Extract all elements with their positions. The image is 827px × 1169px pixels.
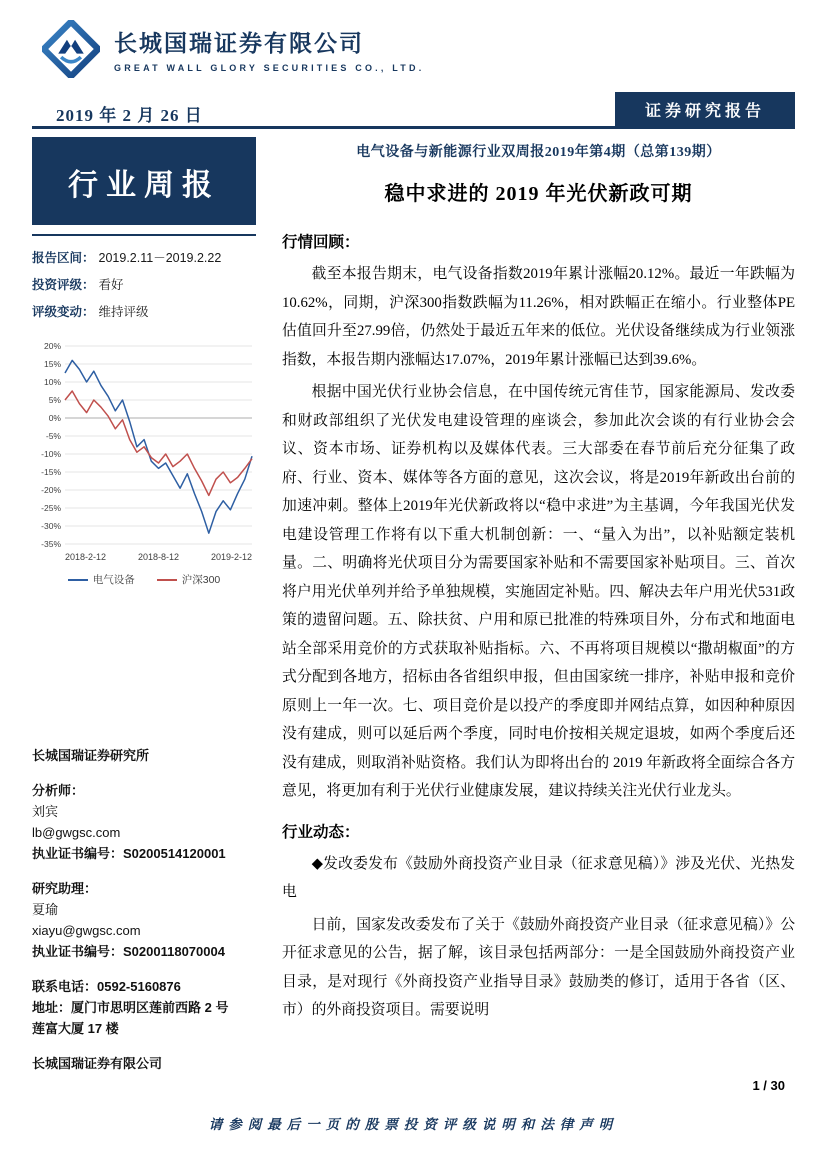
rating-change-label: 评级变动： [32, 305, 95, 319]
svg-text:-10%: -10% [41, 448, 61, 459]
company-name-footer: 长城国瑞证券有限公司 [32, 1056, 163, 1071]
assistant-cert: 执业证书编号：S0200118070004 [32, 944, 225, 959]
company-names [114, 25, 424, 73]
analyst-email: lb@gwgsc.com [32, 825, 121, 840]
legend-swatch [157, 579, 177, 581]
investment-rating-label: 投资评级： [32, 278, 95, 292]
contact-phone: 联系电话：0592-5160876 [32, 979, 181, 994]
report-period-field [32, 248, 256, 266]
weekly-report-banner: 行业周报 [32, 137, 256, 225]
company-logo-icon [42, 20, 100, 78]
contact-address-line2: 莲富大厦 17 楼 [32, 1021, 119, 1036]
rating-change-value: 维持评级 [98, 305, 149, 319]
analyst-cert: 执业证书编号：S0200514120001 [32, 846, 226, 861]
industry-news-paragraph: 日前，国家发改委发布了关于《鼓励外商投资产业目录（征求意见稿）》公开征求意见的公告，据了解，该目录包括两部分：一是全国鼓励外商投资产业目录，是对现行《外商投资产业指导目录》鼓励类的修订，适用于各省（区、市）的外商投资项目。需要说明 [282, 916, 795, 1018]
section-heading-industry-news: 行业动态： [282, 823, 360, 841]
analyst-name: 刘宾 [32, 804, 59, 819]
legend-item-沪深300 [157, 572, 221, 587]
industry-news-bullet: ◆发改委发布《鼓励外商投资产业目录（征求意见稿）》涉及光伏、光热发电 [282, 855, 795, 900]
legend-item-电气设备 [68, 572, 135, 587]
report-title: 稳中求进的 2019 年光伏新政可期 [384, 183, 693, 205]
institute-name: 长城国瑞证券研究所 [32, 748, 150, 763]
company-name-en: GREAT WALL GLORY SECURITIES CO., LTD. [114, 63, 425, 73]
sidebar-divider [32, 234, 256, 236]
svg-text:2018-2-12: 2018-2-12 [65, 552, 107, 562]
analyst-label: 分析师： [32, 783, 85, 798]
svg-text:-5%: -5% [45, 430, 61, 441]
svg-text:2018-8-12: 2018-8-12 [137, 552, 180, 562]
svg-text:-20%: -20% [41, 484, 61, 495]
svg-text:-15%: -15% [41, 466, 61, 477]
assistant-name: 夏瑜 [32, 902, 59, 917]
sidebar [32, 137, 256, 1088]
investment-rating-field [32, 275, 256, 293]
svg-text:-35%: -35% [41, 538, 61, 549]
svg-text:-30%: -30% [41, 520, 61, 531]
chart-legend [32, 572, 256, 587]
assistant-label: 研究助理： [32, 881, 98, 896]
report-type-badge: 证券研究报告 [615, 92, 795, 126]
brand-header [0, 0, 827, 86]
legend-label: 沪深300 [181, 574, 221, 586]
report-period-label: 报告区间： [32, 251, 95, 265]
footer-disclaimer: 请参阅最后一页的股票投资评级说明和法律声明 [208, 1117, 619, 1132]
page-number: 1 / 30 [752, 1078, 785, 1093]
company-name-cn: 长城国瑞证券有限公司 [114, 30, 364, 56]
svg-text:20%: 20% [43, 340, 61, 351]
report-date: 2019 年 2 月 26 日 [56, 106, 203, 125]
investment-rating-value: 看好 [98, 278, 124, 292]
legend-label: 电气设备 [92, 574, 135, 586]
performance-chart [32, 338, 256, 587]
contact-address-line1: 地址：厦门市思明区莲前西路 2 号 [32, 1000, 229, 1015]
svg-text:0%: 0% [48, 412, 61, 423]
line-chart [32, 338, 256, 566]
assistant-email: xiayu@gwgsc.com [32, 923, 141, 938]
svg-text:5%: 5% [48, 394, 61, 405]
rating-change-field [32, 302, 256, 320]
legend-swatch [68, 579, 88, 581]
svg-text:10%: 10% [43, 376, 61, 387]
svg-text:2019-2-12: 2019-2-12 [210, 552, 252, 562]
date-row [0, 86, 827, 126]
issue-line: 电气设备与新能源行业双周报2019年第4期（总第139期） [356, 145, 721, 160]
section-heading-market-review: 行情回顾： [282, 234, 360, 251]
contact-block [32, 745, 256, 1074]
main-content [282, 137, 795, 1029]
svg-text:15%: 15% [43, 358, 61, 369]
market-review-paragraph-1: 截至本报告期末，电气设备指数2019年累计涨幅20.12%。最近一年跌幅为10.62%，同期，沪深300指数跌幅为11.26%，相对跌幅正在缩小。行业整体PE估值回升至27.99倍，仍然处于最近五年来的低位。光伏设备继续成为行业领涨指数，本报告期内涨幅达17.07%，2019年累计涨幅已达到39.6%。 [282, 266, 795, 368]
svg-text:-25%: -25% [41, 502, 61, 513]
market-review-paragraph-2: 根据中国光伏行业协会信息，在中国传统元宵佳节，国家能源局、发改委和财政部组织了光伏发电建设管理的座谈会，参加此次会谈的有行业协会会议、资本市场、证券机构以及媒体代表。三大部委在春节前后充分征集了政府、行业、资本、媒体等各方面的意见，这次会议，将是2019年新政出台前的加速冲刺。整体上2019年光伏新政将以“稳中求进”为主基调，今年我国光伏发电建设管理工作将有以下重大机制创新：一、“量入为出”，以补贴额定装机量。二、明确将光伏项目分为需要国家补贴和不需要国家补贴项目。三、首次将户用光伏单列并给予单独规模，实施固定补贴。四、解决去年户用光伏531政策的遗留问题。五、除扶贫、户用和原已批准的特殊项目外，分布式和地面电站全部采用竞价的方式获取补贴指标。六、不再将项目规模以“撒胡椒面”的方式分配到各地方，招标由各省组织申报，但由国家统一排序，补贴申报和竞价原则上一年一次。七、项目竞价是以投产的季度即并网结点算，如因种种原因没有建成，则可以延后两个季度，同时电价按相关规定退坡，如两个季度后还没有建成，则取消补贴资格。我们认为即将出台的 2019 年新政将全面综合各方意见，将更加有利于光伏行业健康发展，建议持续关注光伏行业龙头。 [282, 384, 795, 799]
report-period-value: 2019.2.11－2019.2.22 [98, 251, 222, 265]
